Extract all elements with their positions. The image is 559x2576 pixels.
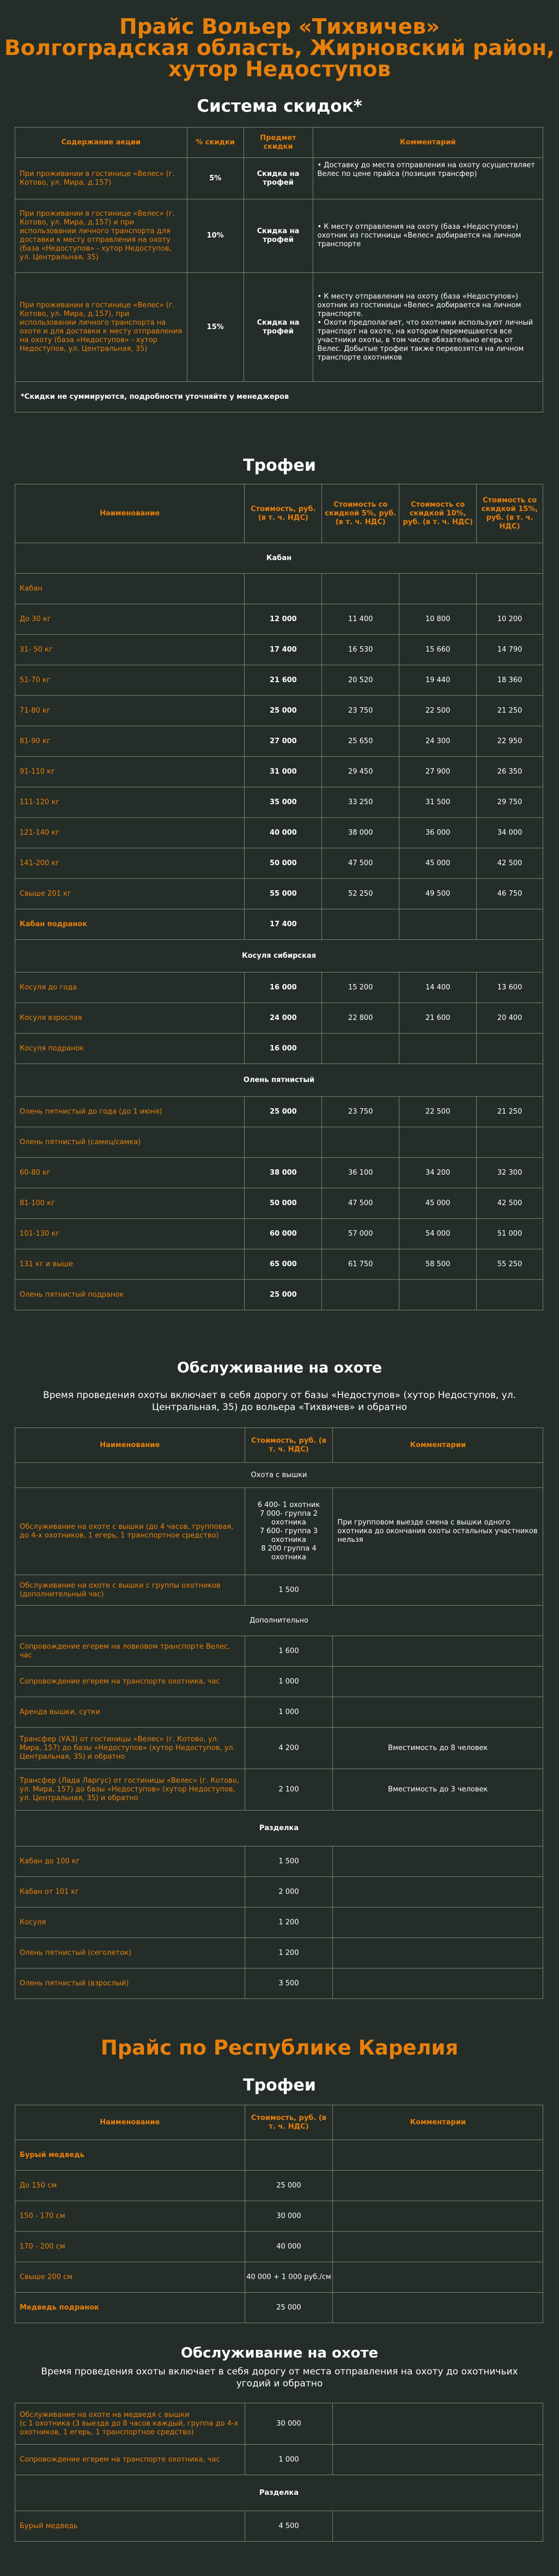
table-row [15,1907,543,1938]
empty-cell [399,574,477,604]
price-15: 46 750 [477,879,543,909]
group-row [15,574,543,604]
price-5: 23 750 [322,696,399,726]
comment: Вместимость до 3 человек [333,1769,543,1811]
price: 1 500 [245,1575,333,1606]
row-name: Бурый медведь [15,2511,245,2542]
row-name: Косуля подранок [15,1034,245,1064]
table-row [15,848,543,879]
comment [333,1907,543,1938]
empty-cell [333,2140,543,2171]
row-name: Олень пятнистый (взрослый) [15,1969,245,1999]
karelia-service-table [15,2403,543,2542]
row-name: Косуля до года [15,973,245,1003]
section-roe: Косуля сибирская [15,940,543,973]
price: 38 000 [245,1158,322,1188]
empty-cell [322,574,399,604]
table-row [15,1769,543,1811]
price: 2 000 [245,1877,333,1907]
table-row [15,2201,543,2232]
discounts-header: Содержание акции [15,127,187,158]
price: 1 000 [245,2445,333,2475]
discount-subject: Скидка на трофей [244,273,313,382]
row-name: До 150 см [15,2171,245,2201]
price-10: 34 200 [399,1158,477,1188]
price-10: 27 900 [399,757,477,787]
group-row [15,2140,543,2171]
price-5: 23 750 [322,1097,399,1127]
row-name: Обслуживание на охоте с вышки (до 4 часов, групповая, до 4-х охотников, 1 егерь, 1 транспортное средство) [15,1488,245,1575]
price-15 [477,909,543,940]
price-5 [322,909,399,940]
price: 25 000 [245,2171,333,2201]
karelia-table [15,2105,543,2323]
price-10: 45 000 [399,1188,477,1219]
karelia-header: Комментарии [333,2105,543,2140]
table-row [15,1969,543,1999]
comment [333,2171,543,2201]
comment [333,1877,543,1907]
table-row [15,2262,543,2293]
price: 1 200 [245,1938,333,1969]
price-10: 15 660 [399,635,477,665]
table-row [15,1188,543,1219]
table-row [15,909,543,940]
price-5: 25 650 [322,726,399,757]
row-name: Медведь подранок [15,2293,245,2323]
service-header: Наименование [15,1428,245,1463]
price: 40 000 [245,2232,333,2262]
price: 27 000 [245,726,322,757]
section-karelia-butcher: Разделка [15,2475,543,2511]
row-name: 141-200 кг [15,848,245,879]
price-5: 52 250 [322,879,399,909]
trophies-header: Наименование [15,484,245,543]
row-name: Обслуживание на охоте с вышки с группы охотников (дополнительный час) [15,1575,245,1606]
comment: Вместимость до 8 человек [333,1728,543,1769]
table-row [15,879,543,909]
price-10: 14 400 [399,973,477,1003]
price-5: 33 250 [322,787,399,818]
price: 50 000 [245,1188,322,1219]
row-name: 81-100 кг [15,1188,245,1219]
row-name: 31- 50 кг [15,635,245,665]
row-name: Свыше 201 кг [15,879,245,909]
row-name: Трансфер (УАЗ) от гостиницы «Велес» (г. Котово, ул. Мира, 157) до базы «Недоступов» (хутор Недоступов, ул. Центральная, 35) и обратно [15,1728,245,1769]
price-15: 32 300 [477,1158,543,1188]
price-5: 29 450 [322,757,399,787]
row-name: Олень пятнистый подранок [15,1280,245,1310]
row-name: Сопровождение егерем на транспорте охотника, час [15,2445,245,2475]
trophies-header: Стоимость со скидкой 10%, руб. (в т. ч. НДС) [399,484,477,543]
row-name: Кабан до 100 кг [15,1846,245,1877]
empty-cell [322,1127,399,1158]
discount-pct: 5% [187,158,244,199]
price: 65 000 [245,1249,322,1280]
price-5: 15 200 [322,973,399,1003]
section-roe-row [15,940,543,973]
price: 25 000 [245,1097,322,1127]
price: 50 000 [245,848,322,879]
row-name: 111-120 кг [15,787,245,818]
price-5: 11 400 [322,604,399,635]
price-5: 47 500 [322,1188,399,1219]
price: 1 000 [245,1667,333,1697]
comment [333,2511,543,2542]
table-row [15,1003,543,1034]
price: 55 000 [245,879,322,909]
service-header: Комментарии [333,1428,543,1463]
section-butcher: Разделка [15,1811,543,1846]
table-row [15,1034,543,1064]
comment [333,2201,543,2232]
row-name: Свыше 200 см [15,2262,245,2293]
price-15: 14 790 [477,635,543,665]
page-title [0,0,559,80]
row-name: Косуля взрослая [15,1003,245,1034]
price: 1 500 [245,1846,333,1877]
discount-subject: Скидка на трофей [244,158,313,199]
price-10: 36 000 [399,818,477,848]
discounts-note: *Скидки не суммируются, подробности уточняйте у менеджеров [15,382,543,412]
price: 35 000 [245,787,322,818]
table-row [15,1938,543,1969]
table-row [15,2232,543,2262]
empty-cell [477,1127,543,1158]
row-name: 101-130 кг [15,1219,245,1249]
price-10: 10 800 [399,604,477,635]
table-row [15,2445,543,2475]
comment [333,2293,543,2323]
comment [333,2262,543,2293]
price-15: 34 000 [477,818,543,848]
price-15 [477,1280,543,1310]
discount-content: При проживании в гостинице «Велес» (г. Котово, ул. Мира, д.157) и при использовании личного транспорта для доставки к месту отправления на охоту (база «Недоступов» - хутор Недоступов, ул. Центральная, 35) [15,199,187,273]
table-row [15,1877,543,1907]
price-10: 49 500 [399,879,477,909]
section-karelia-butcher-row [15,2475,543,2511]
price-5: 57 000 [322,1219,399,1249]
comment [333,2232,543,2262]
discounts-title: Система скидок* [197,96,362,116]
row-name: До 30 кг [15,604,245,635]
row-name: 71-80 кг [15,696,245,726]
price-10 [399,1280,477,1310]
table-row [15,696,543,726]
discount-comment: • К месту отправления на охоту (база «Недоступов») охотник из гостиницы «Велес» добирается на личном транспорте. • Охоти предполагает, что охотники используют личный транспорт на охоте, на котором перемещаются все участники охоты, в том числе обязательно егерь от Велес. Добытые трофеи также перевозятся на личном транспорте охотников [313,273,543,382]
section-deer: Олень пятнистый [15,1064,543,1097]
price-15: 29 750 [477,787,543,818]
row-name: 91-110 кг [15,757,245,787]
tower-subheading: Охота с вышки [15,1463,543,1488]
price: 1 200 [245,1907,333,1938]
table-row [15,635,543,665]
table-row [15,1249,543,1280]
table-row [15,1667,543,1697]
price: 6 400- 1 охотник 7 000- группа 2 охотника 7 600- группа 3 охотника 8 200 группа 4 охотника [245,1488,333,1575]
price-10: 31 500 [399,787,477,818]
price-10 [399,909,477,940]
table-row [15,1219,543,1249]
comment [333,2445,543,2475]
price-10: 45 000 [399,848,477,879]
price: 2 100 [245,1769,333,1811]
table-row [15,1697,543,1728]
price: 4 500 [245,2511,333,2542]
table-row [15,1575,543,1606]
table-row [15,665,543,696]
discount-content: При проживании в гостинице «Велес» (г. Котово, ул. Мира, д.157), при использовании личного транспорта на охоте и для доставки к месту отправления на охоту (база «Недоступов» - хутор Недоступов, ул. Центральная, 35) [15,273,187,382]
price: 3 500 [245,1969,333,1999]
price-15: 42 500 [477,1188,543,1219]
discount-subject: Скидка на трофей [244,199,313,273]
title-line-1: Прайс Вольер «Тихвичев» [119,15,440,39]
table-row [15,2171,543,2201]
price-15: 22 950 [477,726,543,757]
table-row [15,818,543,848]
discounts-header: % скидки [187,127,244,158]
price: 40 000 + 1 000 руб./см [245,2262,333,2293]
price: 31 000 [245,757,322,787]
table-row [15,726,543,757]
price: 30 000 [245,2403,333,2445]
section-boar: Кабан [15,543,543,574]
group-name: Кабан [15,574,245,604]
price: 24 000 [245,1003,322,1034]
table-row [15,787,543,818]
row-name: 121-140 кг [15,818,245,848]
karelia-service-description: Время проведения охоты включает в себя дорогу от места отправления на охоту до охотничьих угодий и обратно [41,2366,518,2389]
section-butcher-row [15,1811,543,1846]
section-boar-row [15,543,543,574]
trophies-title: Трофеи [243,456,316,475]
comment [333,1667,543,1697]
row-name: Кабан от 101 кг [15,1877,245,1907]
row-name: Олень пятнистый до года (до 1 июня) [15,1097,245,1127]
discount-row [15,199,543,273]
trophies-header: Стоимость, руб. (в т. ч. НДС) [245,484,322,543]
price-10: 24 300 [399,726,477,757]
price-5: 20 520 [322,665,399,696]
karelia-trophies-title: Трофеи [243,2076,316,2095]
price-15: 42 500 [477,848,543,879]
table-row [15,1728,543,1769]
comment [333,1575,543,1606]
service-description: Время проведения охоты включает в себя дорогу от базы «Недоступов» (хутор Недоступов, ул. Центральная, 35) до вольера «Тихвичев» и обратно [42,1390,517,1413]
table-row [15,1636,543,1667]
table-row [15,1846,543,1877]
price-5: 36 100 [322,1158,399,1188]
table-row [15,1280,543,1310]
price: 25 000 [245,1280,322,1310]
price-5 [322,1280,399,1310]
price: 21 600 [245,665,322,696]
price-15: 13 600 [477,973,543,1003]
row-name: 60-80 кг [15,1158,245,1188]
group-name: Олень пятнистый (самец/самка) [15,1127,245,1158]
discount-pct: 10% [187,199,244,273]
price: 17 400 [245,635,322,665]
price-15: 51 000 [477,1219,543,1249]
discount-row [15,273,543,382]
table-row [15,2511,543,2542]
price-15: 18 360 [477,665,543,696]
empty-cell [245,2140,333,2171]
price: 1 000 [245,1697,333,1728]
price: 1 600 [245,1636,333,1667]
comment [333,1938,543,1969]
comment [333,2403,543,2445]
row-name: Кабан подранок [15,909,245,940]
row-name: Сопровождение егерем на ловковом транспорте Велес, час [15,1636,245,1667]
comment [333,1969,543,1999]
price-10: 22 500 [399,1097,477,1127]
discounts-table [15,127,543,412]
discount-pct: 15% [187,273,244,382]
comment [333,1846,543,1877]
row-name: 81-90 кг [15,726,245,757]
title-line-2: Волгоградская область, Жирновский район, [4,36,555,60]
row-name: Сопровождение егерем на транспорте охотника, час [15,1667,245,1697]
karelia-header: Стоимость, руб. (в т. ч. НДС) [245,2105,333,2140]
karelia-service-title: Обслуживание на охоте [180,2345,379,2361]
price-15: 21 250 [477,696,543,726]
table-row [15,2293,543,2323]
price-15: 26 350 [477,757,543,787]
price-5: 61 750 [322,1249,399,1280]
price: 60 000 [245,1219,322,1249]
discounts-header: Предмет скидки [244,127,313,158]
table-row [15,2403,543,2445]
row-name: 51-70 кг [15,665,245,696]
price: 17 400 [245,909,322,940]
row-name: Трансфер (Лада Ларгус) от гостиницы «Велес» (г. Котово, ул. Мира, 157) до базы «Недоступов» (хутор Недоступов, ул. Центральная, 35) и обратно [15,1769,245,1811]
price-10: 22 500 [399,696,477,726]
discount-comment: • К месту отправления на охоту (база «Недоступов») охотник из гостиницы «Велес» добирается на личном транспорте [313,199,543,273]
empty-cell [477,574,543,604]
row-name: Олень пятнистый (сеголеток) [15,1938,245,1969]
price: 25 000 [245,696,322,726]
group-row [15,1127,543,1158]
empty-cell [399,1127,477,1158]
row-name: Аренда вышки, сутки [15,1697,245,1728]
trophies-table [15,484,543,1310]
price: 16 000 [245,973,322,1003]
price-10: 19 440 [399,665,477,696]
comment [333,1636,543,1667]
price-5 [322,1034,399,1064]
row-name: 131 кг и выше [15,1249,245,1280]
row-name: Косуля [15,1907,245,1938]
extra-subheading: Дополнительно [15,1606,543,1636]
price-15: 21 250 [477,1097,543,1127]
row-name: 150 - 170 см [15,2201,245,2232]
empty-cell [245,1127,322,1158]
price-15 [477,1034,543,1064]
karelia-header: Наименование [15,2105,245,2140]
table-row [15,1158,543,1188]
price-5: 38 000 [322,818,399,848]
title-line-3: хутор Недоступов [168,57,391,82]
price: 25 000 [245,2293,333,2323]
group-name: Бурый медведь [15,2140,245,2171]
price-5: 47 500 [322,848,399,879]
discount-row [15,158,543,199]
comment [333,1697,543,1728]
price-15: 55 250 [477,1249,543,1280]
trophies-header: Стоимость со скидкой 5%, руб. (в т. ч. НДС) [322,484,399,543]
empty-cell [245,574,322,604]
price-15: 20 400 [477,1003,543,1034]
price-10 [399,1034,477,1064]
table-row [15,973,543,1003]
discount-content: При проживании в гостинице «Велес» (г. Котово, ул. Мира, д.157) [15,158,187,199]
section-deer-row [15,1064,543,1097]
price: 40 000 [245,818,322,848]
service-title: Обслуживание на охоте [177,1359,382,1376]
price-5: 16 530 [322,635,399,665]
price-10: 54 000 [399,1219,477,1249]
price: 4 200 [245,1728,333,1769]
discounts-header: Комментарий [313,127,543,158]
price-15: 10 200 [477,604,543,635]
trophies-header: Стоимость со скидкой 15%, руб. (в т. ч. НДС) [477,484,543,543]
price: 16 000 [245,1034,322,1064]
price-10: 58 500 [399,1249,477,1280]
table-row [15,1097,543,1127]
karelia-title: Прайс по Республике Карелия [100,2036,459,2059]
price-5: 22 800 [322,1003,399,1034]
comment: При групповом выезде смена с вышки одного охотника до окончания охоты остальных участников нельзя [333,1488,543,1575]
price-10: 21 600 [399,1003,477,1034]
service-table [15,1427,543,1999]
price: 30 000 [245,2201,333,2232]
price: 12 000 [245,604,322,635]
service-header: Стоимость, руб. (в т. ч. НДС) [245,1428,333,1463]
discount-comment: • Доставку до места отправления на охоту осуществляет Велес по цене прайса (позиция трансфер) [313,158,543,199]
row-name: 170 - 200 см [15,2232,245,2262]
table-row [15,604,543,635]
table-row [15,1488,543,1575]
row-name: Обслуживание на охоте на медведя с вышки (с 1 охотника (3 выезда до 8 часов каждый, группа до 4-х охотников, 1 егерь, 1 транспортное средство) [15,2403,245,2445]
table-row [15,757,543,787]
